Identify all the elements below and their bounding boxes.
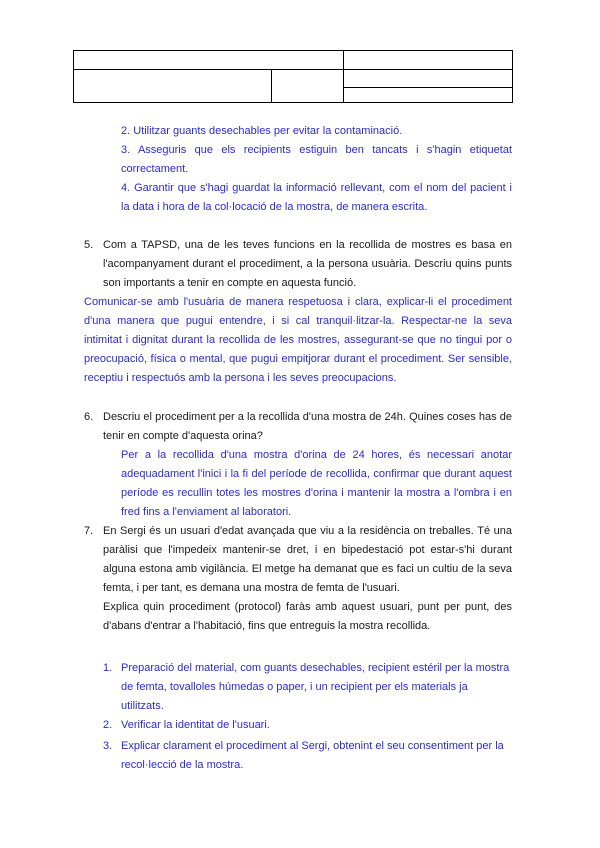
q7-number: 7.	[84, 525, 94, 537]
header-cell	[344, 87, 513, 102]
step-number: 3.	[103, 740, 113, 752]
item4-answers	[121, 122, 512, 217]
header-table	[73, 50, 513, 103]
step-text: Explicar clarament el procediment al Sergi, obtenint el seu consentiment per la recol·lecció de la mostra.	[121, 740, 504, 771]
header-cell	[74, 51, 344, 70]
answer-line: 3. Asseguris que els recipients estiguin ben tancats i s'hagin etiquetat correctament.	[121, 144, 512, 175]
header-cell	[74, 70, 272, 103]
q7-prompt: Explica quin procediment (protocol) faràs amb aquest usuari, punt per punt, des d'abans d'entrar a l'habitació, fins que entreguis la mostra recollida.	[103, 601, 512, 632]
q6-number: 6.	[84, 411, 94, 423]
header-cell	[344, 70, 513, 87]
step-text: Preparació del material, com guants desechables, recipient estéril per la mostra de femta, tovalloles húmedas o paper, i un recipient per els materials ja utilitzats.	[121, 662, 510, 712]
q5-number: 5.	[84, 239, 94, 251]
q6-answer: Per a la recollida d'una mostra d'orina de 24 hores, és necessari anotar adequadament l'inici i la fi del període de recollida, confirmar que durant aquest període es recullin totes les mostres d'orina i mantenir la mostra a l'ombra i en fred fins a l'enviament al laboratori.	[121, 449, 512, 518]
q5-answer: Comunicar-se amb l'usuària de manera respetuosa i clara, explicar-li el procediment d'una manera que pugui entendre, i si cal tranquil·litzar-la. Respectar-ne la seva intimitat i dignitat durant la recollida de les mostres, assegurant-se que no tingui por o preocupació, física o mental, que pugui empitjorar durant el procediment. Ser sensible, receptiu i respectuós amb la persona i les seves preocupacions.	[84, 296, 512, 384]
answer-line: 2. Utilitzar guants desechables per evitar la contaminació.	[121, 125, 403, 137]
answer-line: 4. Garantir que s'hagi guardat la informació rellevant, com el nom del pacient i la data i hora de la col·locació de la mostra, de manera escrita.	[121, 182, 512, 213]
q6-question: Descriu el procediment per a la recollida d'una mostra de 24h. Quines coses has de tenir en compte d'aquesta orina?	[103, 411, 512, 442]
q7-question: En Sergi és un usuari d'edat avançada que viu a la residència on treballes. Té una paràlisi que l'impedeix mantenir-se dret, i en bipedestació pot estar-s'hi durant alguna estona amb vigilància. El metge ha demanat que es faci un cultiu de la seva femta, i per tant, es demana una mostra de femta de l'usuari.	[103, 525, 512, 594]
q5-question: Com a TAPSD, una de les teves funcions en la recollida de mostres es basa en l'acompanyament durant el procediment, a la persona usuària. Descriu quins punts son importants a tenir en compte en aquesta funció.	[103, 239, 512, 289]
header-cell	[344, 51, 513, 70]
step-number: 2.	[103, 719, 113, 731]
header-cell	[272, 70, 344, 103]
step-number: 1.	[103, 662, 113, 674]
step-text: Verificar la identitat de l'usuari.	[121, 719, 270, 731]
